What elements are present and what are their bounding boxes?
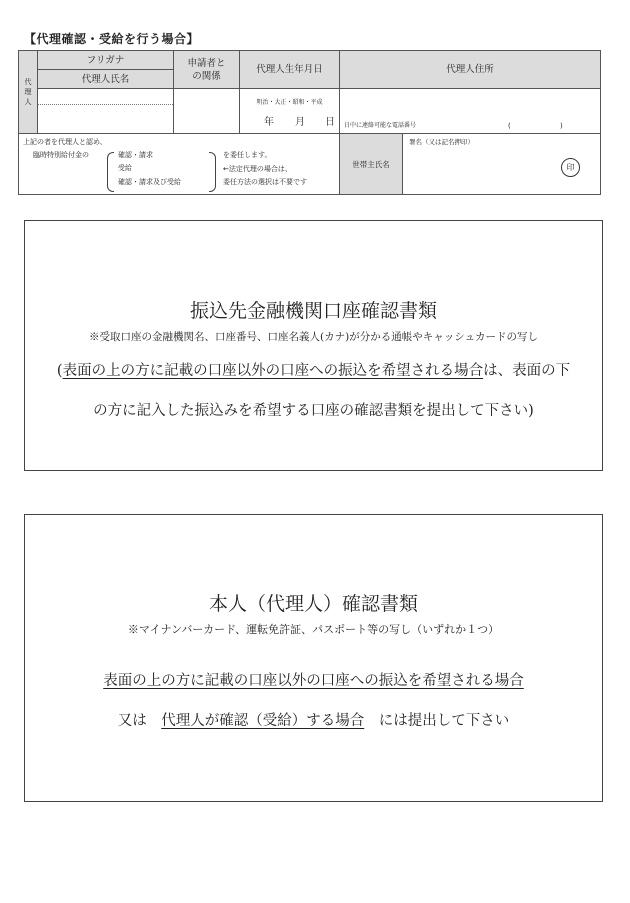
- section-heading: 【代理確認・受給を行う場合】: [24, 32, 200, 46]
- option-confirm-request[interactable]: 確認・請求: [118, 151, 153, 159]
- phone-paren-close: ): [560, 122, 563, 130]
- birthdate-header: 代理人生年月日: [240, 51, 340, 89]
- legal-note-2: 委任方法の選択は不要です: [223, 178, 307, 186]
- identity-docs-box: [24, 514, 603, 802]
- legal-note-1: ←法定代理の場合は、: [223, 165, 292, 173]
- relation-header: 申請者と の関係: [174, 51, 240, 89]
- bank-account-docs-box: [24, 220, 603, 471]
- address-field[interactable]: [340, 89, 601, 134]
- bank-docs-line2: の方に記入した振込みを希望する口座の確認書類を提出して下さい): [93, 403, 534, 419]
- proxy-side-label: 代 理 人: [19, 51, 38, 134]
- proxy-name-field[interactable]: [38, 89, 174, 134]
- month-label: 月: [295, 117, 305, 128]
- right-brace: [209, 152, 216, 192]
- seal-mark: 印: [561, 158, 580, 177]
- identity-docs-note: ※マイナンバーカード、運転免許証、パスポート等の写し（いずれか１つ）: [127, 623, 500, 636]
- furigana-header: フリガナ: [38, 51, 174, 70]
- identity-docs-title: 本人（代理人）確認書類: [208, 593, 418, 615]
- bank-docs-note: ※受取口座の金融機関名、口座番号、口座名義人(カナ)が分かる通帳やキャッシュカードの写し: [89, 331, 538, 343]
- bank-docs-line1: (表面の上の方に記載の口座以外の口座への振込を希望される場合は、表面の下: [56, 363, 571, 379]
- delegation-lead: 臨時特別給付金の: [33, 151, 89, 159]
- identity-docs-line1: 表面の上の方に記載の口座以外の口座への振込を希望される場合: [103, 673, 524, 689]
- identity-docs-line2: 又は 代理人が確認（受給）する場合 には提出して下さい: [117, 713, 510, 729]
- daytime-phone-label: 日中に連絡可能な電話番号: [344, 122, 417, 129]
- delegation-intro: 上記の者を代理人と認め、: [23, 138, 107, 146]
- phone-paren-open: (: [508, 122, 511, 130]
- householder-label: 世帯主氏名: [340, 134, 403, 195]
- bank-docs-title: 振込先金融機関口座確認書類: [189, 300, 437, 322]
- year-label: 年: [264, 117, 274, 128]
- option-receive[interactable]: 受給: [118, 164, 132, 172]
- address-header: 代理人住所: [340, 51, 601, 89]
- birthdate-field[interactable]: [240, 89, 340, 134]
- signature-label: 署名（又は記名押印）: [409, 138, 474, 146]
- householder-signature-field[interactable]: [403, 134, 601, 195]
- left-brace: [107, 152, 114, 192]
- proxy-info-table: [18, 50, 601, 195]
- option-confirm-and-receive[interactable]: 確認・請求及び受給: [118, 178, 181, 186]
- era-options: 明治・大正・昭和・平成: [256, 99, 323, 106]
- proxy-name-header: 代理人氏名: [38, 70, 174, 89]
- delegation-block: [19, 134, 340, 195]
- delegation-suffix: を委任します。: [223, 151, 272, 159]
- day-label: 日: [325, 117, 335, 128]
- relation-field[interactable]: [174, 89, 240, 134]
